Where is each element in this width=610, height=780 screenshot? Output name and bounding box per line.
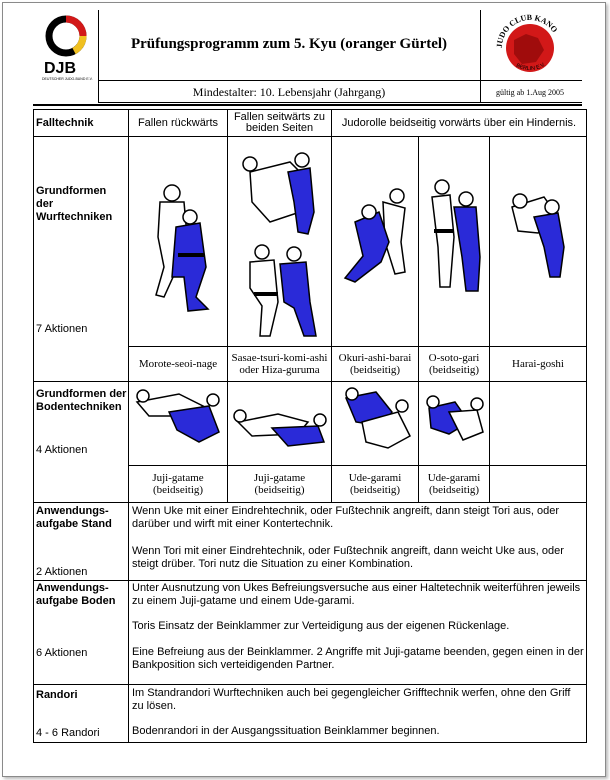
wurf-image-cell — [490, 137, 587, 347]
bodenaufgabe-text: Unter Ausnutzung von Ukes Befreiungsversuche aus einer Haltetechnik weiterführen jeweils zu einem Juji-gatame und einem Ude-garami. — [132, 582, 581, 607]
judo-throw-illustration — [228, 137, 331, 346]
wurf-image-cell — [332, 137, 419, 347]
boden-caption: Juji-gatame (beidseitig) — [129, 466, 228, 503]
wurf-image-cell — [228, 137, 332, 347]
wurf-count: 7 Aktionen — [36, 323, 88, 335]
judo-throw-illustration — [490, 137, 586, 346]
randori-label: Randori — [36, 689, 78, 701]
falltechnik-item: Fallen seitwärts zu beiden Seiten — [228, 110, 332, 137]
boden-caption: Juji-gatame (beidseitig) — [228, 466, 332, 503]
boden-count: 4 Aktionen — [36, 444, 88, 456]
row-wurf-images — [34, 137, 587, 347]
club-logo-text-top: JUDO CLUB KANO — [494, 12, 560, 49]
club-logo — [480, 10, 580, 82]
bodenaufgabe-text-cell — [129, 581, 587, 685]
boden-image-cell — [332, 382, 419, 466]
wurf-label: Grundformen der Wurftechniken — [36, 185, 113, 223]
randori-label-cell — [34, 685, 129, 743]
wurf-caption: Harai-goshi — [490, 347, 587, 382]
judo-throw-illustration — [419, 137, 489, 346]
randori-text-cell — [129, 685, 587, 743]
exam-table — [33, 109, 587, 743]
row-randori — [34, 685, 587, 743]
header-divider — [33, 104, 582, 106]
boden-caption: Ude-garami (beidseitig) — [332, 466, 419, 503]
header-divider — [98, 102, 582, 103]
boden-caption: Ude-garami (beidseitig) — [419, 466, 490, 503]
bodenaufgabe-label-cell — [34, 581, 129, 685]
wurf-label-cell — [34, 137, 129, 382]
bodenaufgabe-text: Toris Einsatz der Beinklammer zur Verteidigung aus der eigenen Rückenlage. — [132, 620, 510, 632]
boden-empty-cell — [490, 382, 587, 466]
row-bodenaufgabe — [34, 581, 587, 685]
djb-logo-text: DJB — [44, 60, 77, 77]
judo-groundwork-illustration — [332, 382, 418, 465]
wurf-image-cell — [419, 137, 490, 347]
row-falltechnik — [34, 110, 587, 137]
judo-groundwork-illustration — [129, 382, 227, 465]
page-title: Prüfungsprogramm zum 5. Kyu (oranger Gürtel) — [130, 35, 448, 52]
row-stand — [34, 503, 587, 581]
wurf-caption: Morote-seoi-nage — [129, 347, 228, 382]
djb-logo — [36, 10, 100, 82]
wurf-caption: Sasae-tsuri-komi-ashi oder Hiza-guruma — [228, 347, 332, 382]
judo-throw-illustration — [129, 137, 227, 346]
wurf-image-cell — [129, 137, 228, 347]
boden-image-cell — [129, 382, 228, 466]
bodenaufgabe-count: 6 Aktionen — [36, 647, 88, 659]
bodenaufgabe-label: Anwendungs-aufgabe Boden — [36, 582, 116, 607]
stand-text: Wenn Uke mit einer Eindrehtechnik, oder Fußtechnik angreift, dann steigt Tori aus, oder darüber und wirft mit einer Kontertechnik. — [132, 505, 559, 530]
stand-count: 2 Aktionen — [36, 566, 88, 578]
bodenaufgabe-text: Eine Befreiung aus der Beinklammer. 2 Angriffe mit Juji-gatame beenden, gegen einen in der Bankposition sich verteidigenden Partner. — [132, 646, 584, 671]
randori-count: 4 - 6 Randori — [36, 727, 100, 739]
boden-image-cell — [228, 382, 332, 466]
judo-groundwork-illustration — [419, 382, 489, 465]
stand-label: Anwendungs-aufgabe Stand — [36, 505, 112, 530]
falltechnik-item: Fallen rückwärts — [129, 110, 228, 137]
stand-text: Wenn Tori mit einer Eindrehtechnik, oder Fußtechnik angreift, dann weicht Uke aus, oder steigt drüber. Tori nutz die Situation zu einer Kombination. — [132, 545, 564, 570]
falltechnik-label: Falltechnik — [34, 110, 129, 137]
stand-label-cell — [34, 503, 129, 581]
boden-empty-cell — [490, 466, 587, 503]
wurf-caption: Okuri-ashi-barai (beidseitig) — [332, 347, 419, 382]
boden-label: Grundformen der Bodentechniken — [36, 388, 127, 413]
judo-throw-illustration — [332, 137, 418, 346]
randori-text: Im Standrandori Wurftechniken auch bei gegengleicher Grifftechnik werfen, ohne den Griff zu lösen. — [132, 687, 571, 712]
djb-logo-subtext: DEUTSCHER JUDO-BUND E.V. — [42, 77, 93, 81]
valid-from: gültig ab 1.Aug 2005 — [496, 87, 564, 97]
boden-image-cell — [419, 382, 490, 466]
judo-groundwork-illustration — [228, 382, 331, 465]
row-boden-images — [34, 382, 587, 466]
club-logo-text-bottom: BERLIN E.V. — [515, 61, 547, 73]
stand-text-cell — [129, 503, 587, 581]
wurf-caption: O-soto-gari (beidseitig) — [419, 347, 490, 382]
min-age: Mindestalter: 10. Lebensjahr (Jahrgang) — [192, 84, 386, 99]
falltechnik-item: Judorolle beidseitig vorwärts über ein Hindernis. — [332, 110, 587, 137]
randori-text: Bodenrandori in der Ausgangssituation Beinklammer beginnen. — [132, 725, 440, 737]
boden-label-cell — [34, 382, 129, 503]
